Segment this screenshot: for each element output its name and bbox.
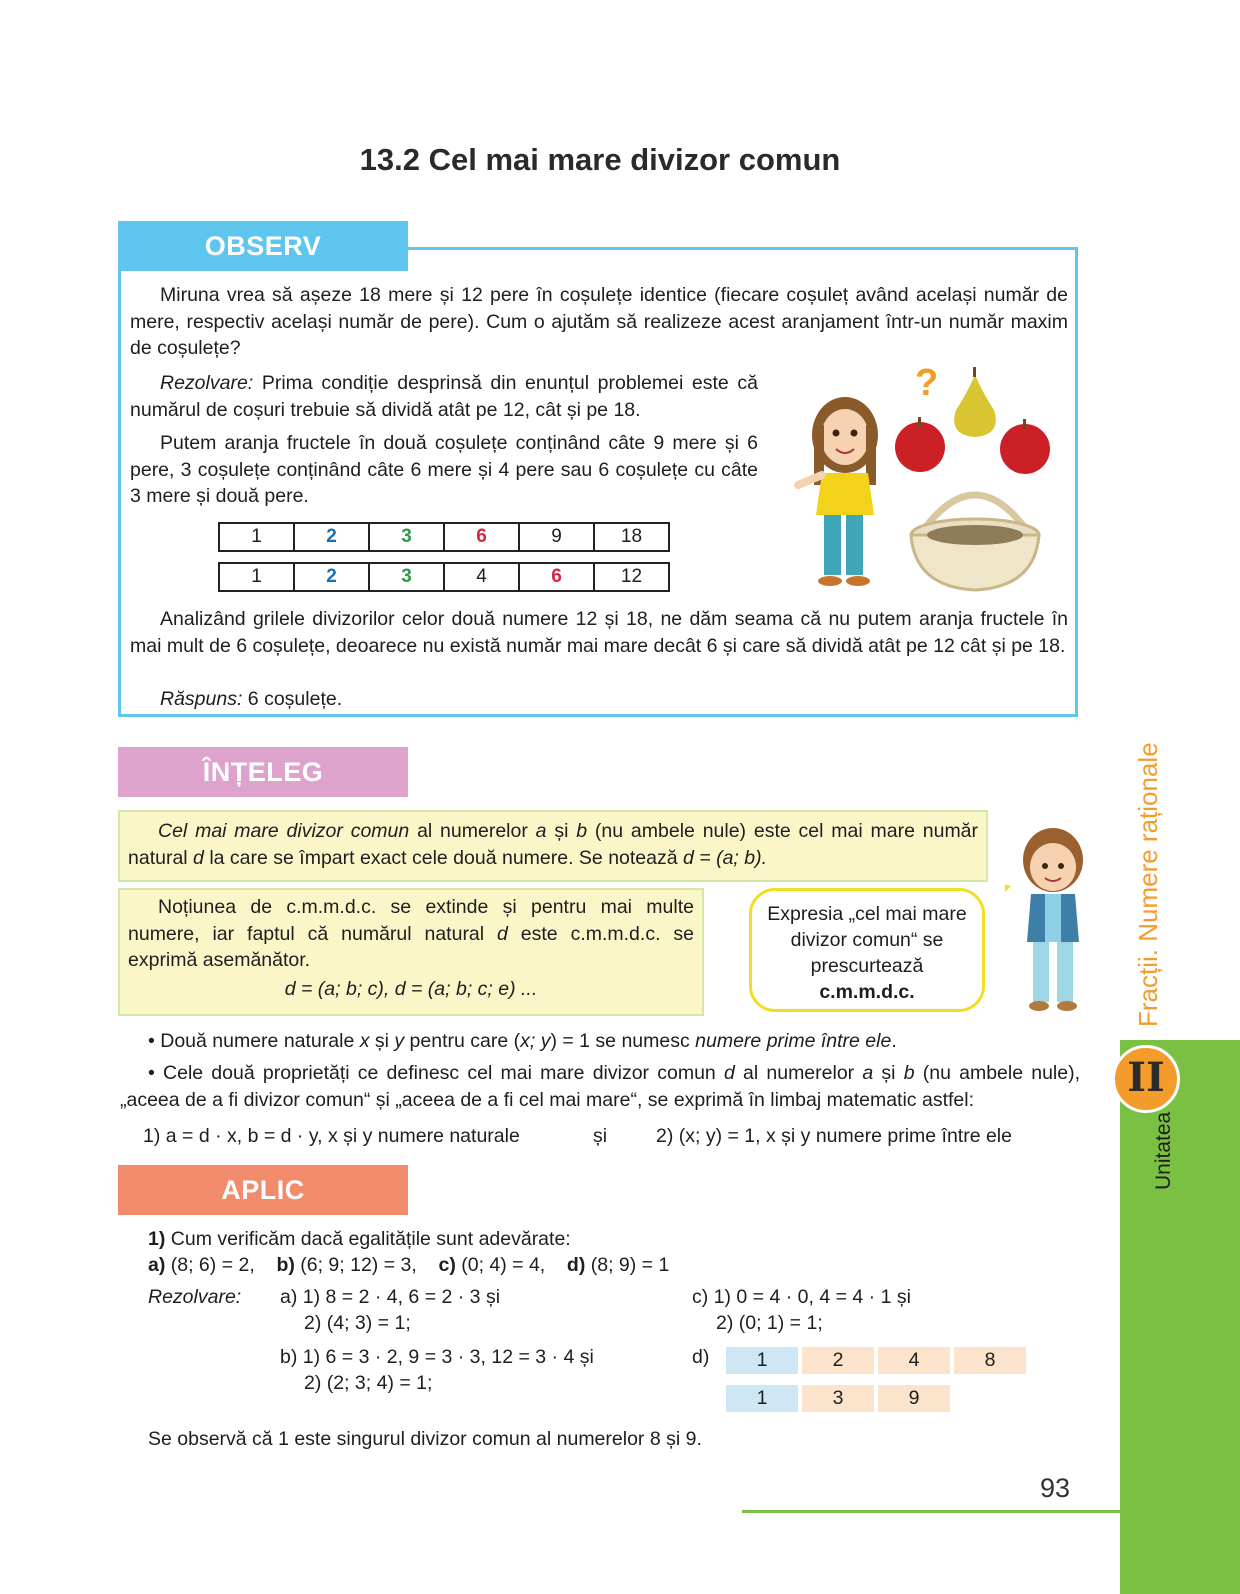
inteleg-banner: ÎNȚELEG <box>118 747 408 797</box>
observ-banner: OBSERV <box>118 221 408 271</box>
divisor-cell-8: 1 <box>726 1347 798 1374</box>
apple-icon <box>1000 419 1050 474</box>
definition-box <box>118 810 988 882</box>
unit-label: Unitatea <box>1152 1111 1175 1190</box>
def-part: (nu ambele nule) este cel mai mare număr natural <box>128 820 979 869</box>
grid-cell: 3 <box>369 523 444 551</box>
property-1: 1) a = d · x, b = d · y, x și y numere naturale <box>143 1125 520 1147</box>
solution-text: Prima condiție desprinsă din enunțul problemei este că numărul de coșuri trebuie să dividă atât pe 12, cât și pe 18. <box>130 372 758 421</box>
extension-box <box>118 888 704 1016</box>
bubble-text: Expresia „cel mai mare divizor comun“ se prescurtează <box>767 903 967 977</box>
option-label: c) <box>438 1254 456 1276</box>
divisor-cell-9: 3 <box>802 1385 874 1412</box>
girl-icon <box>798 397 878 586</box>
divisor-cell-9: 1 <box>726 1385 798 1412</box>
ext-part: este c.m.m.d.c. se exprimă asemănător. <box>128 922 694 971</box>
grid-cell: 12 <box>594 563 669 591</box>
page-number: 93 <box>1040 1473 1071 1503</box>
option-text: (8; 6) = 2, <box>165 1254 255 1276</box>
divisor-cell-8: 2 <box>802 1347 874 1374</box>
apple-icon <box>895 417 945 472</box>
option-text: (8; 9) = 1 <box>585 1254 670 1276</box>
divisor-cell-8: 8 <box>954 1347 1026 1374</box>
grid-cell: 1 <box>219 563 294 591</box>
solution-label: Rezolvare: <box>160 372 254 394</box>
b2-part: • Cele două proprietăți ce definesc cel mai mare divizor comun <box>148 1062 724 1084</box>
exercise-text: Cum verificăm dacă egalitățile sunt adevărate: <box>165 1228 571 1250</box>
option-text: (0; 4) = 4, <box>455 1254 546 1276</box>
b1-term: numere prime între ele <box>695 1030 892 1052</box>
definition-text <box>128 818 978 871</box>
property-and: și <box>593 1125 608 1147</box>
b1-part: . <box>891 1030 897 1052</box>
observ-problem: Miruna vrea să așeze 18 mere și 12 pere în coșulețe identice (fiecare coșuleț având același număr de mere, respectiv același număr de pere). Cum o ajutăm să realizeze acest aranjament într-un număr maxim de coșulețe? <box>130 284 1068 359</box>
solution-a-2: 2) (4; 3) = 1; <box>304 1312 411 1334</box>
solution-b-1: b) 1) 6 = 3 · 2, 9 = 3 · 3, 12 = 3 · 4 și <box>280 1346 594 1368</box>
rezolvare-label: Rezolvare: <box>148 1286 242 1308</box>
def-var: d <box>193 846 204 869</box>
b1-part: și <box>369 1030 395 1052</box>
b2-part: al numerelor <box>734 1062 863 1084</box>
unit-sidebar <box>1120 1040 1240 1594</box>
observ-solution-1 <box>130 370 758 423</box>
page-title: 13.2 Cel mai mare divizor comun <box>359 142 841 177</box>
girl-fruits-illustration <box>780 365 1070 600</box>
unit-number-badge: II <box>1112 1045 1180 1113</box>
grid-cell: 3 <box>369 563 444 591</box>
b2-part: (nu ambele nule), „aceea de a fi divizor comun“ și „aceea de a fi cel mai mare“, se exprimă în limbaj matematic astfel: <box>120 1062 1081 1111</box>
b1-part: • Două numere naturale <box>148 1030 360 1052</box>
def-term: Cel mai mare divizor comun <box>158 820 410 842</box>
property-2: 2) (x; y) = 1, x și y numere prime între ele <box>656 1125 1012 1147</box>
boy-illustration <box>1005 822 1100 1022</box>
option-text: (6; 9; 12) = 3, <box>294 1254 417 1276</box>
solution-d-label: d) <box>692 1346 710 1368</box>
option-label: a) <box>148 1254 166 1276</box>
option-label: d) <box>566 1254 586 1276</box>
grid-cell: 6 <box>444 523 519 551</box>
def-part: al numerelor <box>409 820 536 842</box>
b1-part: ) = 1 se numesc <box>550 1030 696 1052</box>
solution-a-1: a) 1) 8 = 2 · 4, 6 = 2 · 3 și <box>280 1286 501 1308</box>
boy-icon <box>1023 828 1083 1011</box>
def-var: a <box>535 820 547 842</box>
grid-cell: 2 <box>294 523 369 551</box>
b2-var: b <box>903 1062 915 1084</box>
solution-b-2: 2) (2; 3; 4) = 1; <box>304 1372 433 1394</box>
exercise-number: 1) <box>148 1228 166 1250</box>
divisor-cell-9: 9 <box>878 1385 950 1412</box>
def-formula: d = (a; b). <box>683 846 768 869</box>
exercise-conclusion: Se observă că 1 este singurul divizor comun al numerelor 8 și 9. <box>148 1428 702 1450</box>
b2-var: d <box>723 1062 735 1084</box>
b2-var: a <box>862 1062 874 1084</box>
extension-formula: d = (a; b; c), d = (a; b; c; e) ... <box>284 977 538 1000</box>
def-part: și <box>546 820 577 842</box>
divisors-18-grid <box>218 522 670 552</box>
bullet-coprime <box>120 1028 1080 1055</box>
def-part: la care se împart exact cele două numere. Se notează <box>203 846 684 869</box>
grid-cell: 18 <box>594 523 669 551</box>
ext-part: Noțiunea de c.m.m.d.c. se extinde și pentru mai multe numere, iar faptul că numărul natural <box>128 896 694 945</box>
answer-text: 6 coșulețe. <box>242 688 343 710</box>
speech-bubble <box>749 888 985 1012</box>
answer-label: Răspuns: <box>160 688 243 710</box>
divisors-12-grid <box>218 562 670 592</box>
solution-c-2: 2) (0; 1) = 1; <box>716 1312 823 1334</box>
observ-analysis: Analizând grilele divizorilor celor două numere 12 și 18, ne dăm seama că nu putem aranja fructele în mai mult de 6 coșulețe, deoarece nu există număr mai mare decât 6 și care să dividă atât pe 12 cât și pe 18. <box>130 608 1068 657</box>
grid-cell: 2 <box>294 563 369 591</box>
b2-part: și <box>873 1062 904 1084</box>
grid-cell: 6 <box>519 563 594 591</box>
unit-title: Fracții. Numere raționale <box>1133 742 1163 1027</box>
ext-var: d <box>497 922 508 945</box>
bubble-abbrev: c.m.m.d.c. <box>819 981 915 1003</box>
exercise-options <box>148 1252 669 1279</box>
solution-c-1: c) 1) 0 = 4 · 0, 4 = 4 · 1 și <box>692 1286 911 1308</box>
basket-icon <box>911 495 1039 590</box>
b1-var: x; y <box>520 1030 551 1052</box>
exercise-question <box>148 1226 571 1253</box>
observ-answer <box>130 686 730 713</box>
grid-cell: 4 <box>444 563 519 591</box>
extension-text <box>128 894 694 974</box>
def-var: b <box>576 820 588 842</box>
grid-cell: 1 <box>219 523 294 551</box>
divisor-cell-8: 4 <box>878 1347 950 1374</box>
grid-cell: 9 <box>519 523 594 551</box>
observ-solution-2: Putem aranja fructele în două coșulețe conținând câte 9 mere și 6 pere, 3 coșulețe conținând câte 6 mere și 4 pere sau 6 coșulețe cu câte 3 mere și două pere. <box>130 432 758 507</box>
b1-part: pentru care ( <box>404 1030 521 1052</box>
b1-var: y <box>394 1030 405 1052</box>
option-label: b) <box>276 1254 295 1276</box>
b1-var: x <box>359 1030 370 1052</box>
pear-icon <box>954 367 996 437</box>
question-mark-icon: ? <box>915 365 939 404</box>
aplic-banner: APLIC <box>118 1165 408 1215</box>
bullet-properties <box>120 1060 1080 1113</box>
footer-line <box>742 1510 1120 1513</box>
